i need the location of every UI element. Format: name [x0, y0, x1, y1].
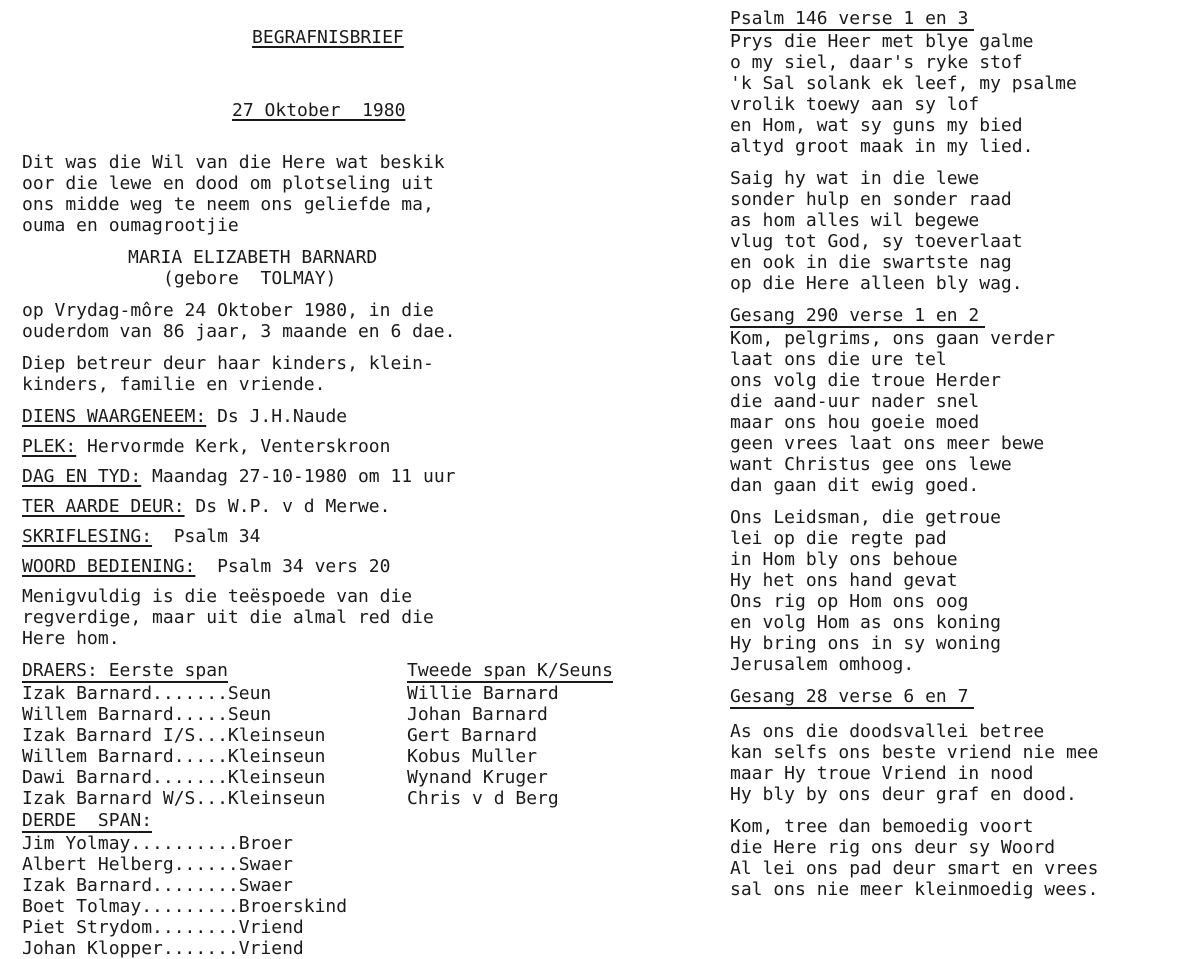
intro-paragraph — [22, 152, 672, 236]
detail-label: PLEK: — [22, 436, 77, 457]
bearers-second-header: Tweede span K/Seuns — [407, 660, 613, 681]
deceased-birth-name: (gebore TOLMAY) — [163, 268, 337, 289]
intro-line: ouma en oumagrootjie — [22, 215, 239, 236]
detail-interment — [22, 496, 672, 517]
document-date-row — [22, 79, 672, 142]
bearers-table — [22, 660, 672, 809]
hymn-line: Hy bring ons in sy woning — [730, 633, 1001, 654]
detail-label: TER AARDE DEUR: — [22, 496, 185, 517]
hymn-line: maar ons hou goeie moed — [730, 412, 980, 433]
detail-value: Psalm 34 vers 20 — [195, 556, 391, 577]
hymn-line: Hy het ons hand gevat — [730, 570, 958, 591]
detail-label: WOORD BEDIENING: — [22, 556, 196, 577]
hymn-psalm-146 — [730, 8, 1190, 157]
mourners-paragraph — [22, 353, 672, 395]
hymn-line: Saig hy wat in die lewe — [730, 168, 980, 189]
detail-sermon — [22, 556, 672, 577]
bearer-row: Izak Barnard I/S...Kleinseun — [22, 725, 326, 746]
bearer-row: Albert Helberg......Swaer — [22, 854, 293, 875]
bearer-row: Dawi Barnard.......Kleinseun — [22, 767, 326, 788]
bearer-row: Chris v d Berg — [407, 788, 559, 809]
hymn-line: ons volg die troue Herder — [730, 370, 1001, 391]
hymn-gesang-290 — [730, 305, 1190, 496]
verse-line: Here hom. — [22, 628, 120, 649]
deceased-block — [22, 247, 672, 289]
bearer-row: Kobus Muller — [407, 746, 538, 767]
hymn-line: o my siel, daar's ryke stof — [730, 52, 1023, 73]
service-details — [22, 406, 672, 577]
intro-line: ons midde weg te neem ons geliefde ma, — [22, 194, 434, 215]
hymn-line: Jerusalem omhoog. — [730, 654, 915, 675]
bearer-row: Boet Tolmay.........Broerskind — [22, 896, 348, 917]
detail-label: SKRIFLESING: — [22, 526, 153, 547]
verse-line: regverdige, maar uit die almal red die — [22, 607, 434, 628]
hymn-line: die aand-uur nader snel — [730, 391, 980, 412]
bearers-first-header: DRAERS: Eerste span — [22, 660, 228, 681]
hymn-line: en Hom, wat sy guns my bied — [730, 115, 1023, 136]
death-info-line: ouderdom van 86 jaar, 3 maande en 6 dae. — [22, 321, 456, 342]
bearer-row: Piet Strydom........Vriend — [22, 917, 304, 938]
document-title: BEGRAFNISBRIEF — [252, 27, 404, 48]
hymn-line: maar Hy troue Vriend in nood — [730, 763, 1034, 784]
mourners-line: kinders, familie en vriende. — [22, 374, 326, 395]
left-column — [22, 6, 672, 959]
hymn-line: laat ons die ure tel — [730, 349, 947, 370]
hymn-line: Ons Leidsman, die getroue — [730, 507, 1001, 528]
detail-label: DAG EN TYD: — [22, 466, 142, 487]
death-info-line: op Vrydag-môre 24 Oktober 1980, in die — [22, 300, 434, 321]
bearer-row: Izak Barnard........Swaer — [22, 875, 293, 896]
hymn-gesang-28-stanza-2 — [730, 816, 1190, 900]
hymn-line: Ons rig op Hom ons oog — [730, 591, 969, 612]
detail-date-time — [22, 466, 672, 487]
death-info-paragraph — [22, 300, 672, 342]
hymn-line: dan gaan dit ewig goed. — [730, 475, 980, 496]
intro-line: Dit was die Wil van die Here wat beskik — [22, 152, 445, 173]
bearer-row: Gert Barnard — [407, 725, 538, 746]
bearer-row: Izak Barnard.......Seun — [22, 683, 272, 704]
right-column — [730, 8, 1190, 911]
bearers-third-header: DERDE SPAN: — [22, 810, 153, 831]
hymn-line: Prys die Heer met blye galme — [730, 31, 1034, 52]
bearer-row: Willem Barnard.....Kleinseun — [22, 746, 326, 767]
hymn-line: vrolik toewy aan sy lof — [730, 94, 980, 115]
intro-line: oor die lewe en dood om plotseling uit — [22, 173, 434, 194]
mourners-line: Diep betreur deur haar kinders, klein- — [22, 353, 434, 374]
document-title-row — [22, 6, 672, 69]
hymn-line: Kom, tree dan bemoedig voort — [730, 816, 1034, 837]
hymn-gesang-28 — [730, 686, 1190, 805]
hymn-title: Gesang 290 verse 1 en 2 — [730, 306, 985, 328]
hymn-line: kan selfs ons beste vriend nie mee — [730, 742, 1099, 763]
bearer-row: Wynand Kruger — [407, 767, 548, 788]
bearer-row: Johan Barnard — [407, 704, 548, 725]
detail-value: Ds J.H.Naude — [206, 406, 348, 427]
hymn-line: op die Here alleen bly wag. — [730, 273, 1023, 294]
detail-value: Ds W.P. v d Merwe. — [184, 496, 391, 517]
bearer-row: Willem Barnard.....Seun — [22, 704, 272, 725]
verse-line: Menigvuldig is die teëspoede van die — [22, 586, 413, 607]
hymn-line: 'k Sal solank ek leef, my psalme — [730, 73, 1077, 94]
detail-officiant — [22, 406, 672, 427]
bearer-row: Jim Yolmay..........Broer — [22, 833, 293, 854]
detail-value: Psalm 34 — [152, 526, 261, 547]
hymn-line: lei op die regte pad — [730, 528, 947, 549]
hymn-line: Al lei ons pad deur smart en vrees — [730, 858, 1099, 879]
hymn-line: Hy bly by ons deur graf en dood. — [730, 784, 1077, 805]
detail-place — [22, 436, 672, 457]
hymn-line: as hom alles wil begewe — [730, 210, 980, 231]
hymn-line: die Here rig ons deur sy Woord — [730, 837, 1056, 858]
hymn-line: Kom, pelgrims, ons gaan verder — [730, 328, 1056, 349]
hymn-psalm-146-stanza-2 — [730, 168, 1190, 294]
bearers-third-team — [22, 810, 672, 959]
bearer-row: Johan Klopper.......Vriend — [22, 938, 304, 959]
hymn-line: geen vrees laat ons meer bewe — [730, 433, 1045, 454]
detail-scripture — [22, 526, 672, 547]
hymn-line: sal ons nie meer kleinmoedig wees. — [730, 879, 1099, 900]
bearer-row: Willie Barnard — [407, 683, 559, 704]
hymn-line: en volg Hom as ons koning — [730, 612, 1001, 633]
hymn-line: As ons die doodsvallei betree — [730, 721, 1045, 742]
detail-value: Maandag 27-10-1980 om 11 uur — [141, 466, 456, 487]
document-date: 27 Oktober 1980 — [232, 100, 406, 121]
bearers-second-team — [407, 660, 613, 809]
hymn-line: altyd groot maak in my lied. — [730, 136, 1034, 157]
hymn-title: Psalm 146 verse 1 en 3 — [730, 9, 974, 31]
bearers-first-team — [22, 660, 325, 809]
bearer-row: Izak Barnard W/S...Kleinseun — [22, 788, 326, 809]
deceased-name: MARIA ELIZABETH BARNARD — [128, 247, 378, 268]
hymn-line: in Hom bly ons behoue — [730, 549, 958, 570]
hymn-gesang-290-stanza-2 — [730, 507, 1190, 675]
detail-value: Hervormde Kerk, Venterskroon — [76, 436, 391, 457]
hymn-line: vlug tot God, sy toeverlaat — [730, 231, 1023, 252]
hymn-line: want Christus gee ons lewe — [730, 454, 1012, 475]
verse-text — [22, 586, 672, 649]
hymn-line: sonder hulp en sonder raad — [730, 189, 1012, 210]
hymn-line: en ook in die swartste nag — [730, 252, 1012, 273]
hymn-title: Gesang 28 verse 6 en 7 — [730, 687, 974, 709]
detail-label: DIENS WAARGENEEM: — [22, 406, 207, 427]
